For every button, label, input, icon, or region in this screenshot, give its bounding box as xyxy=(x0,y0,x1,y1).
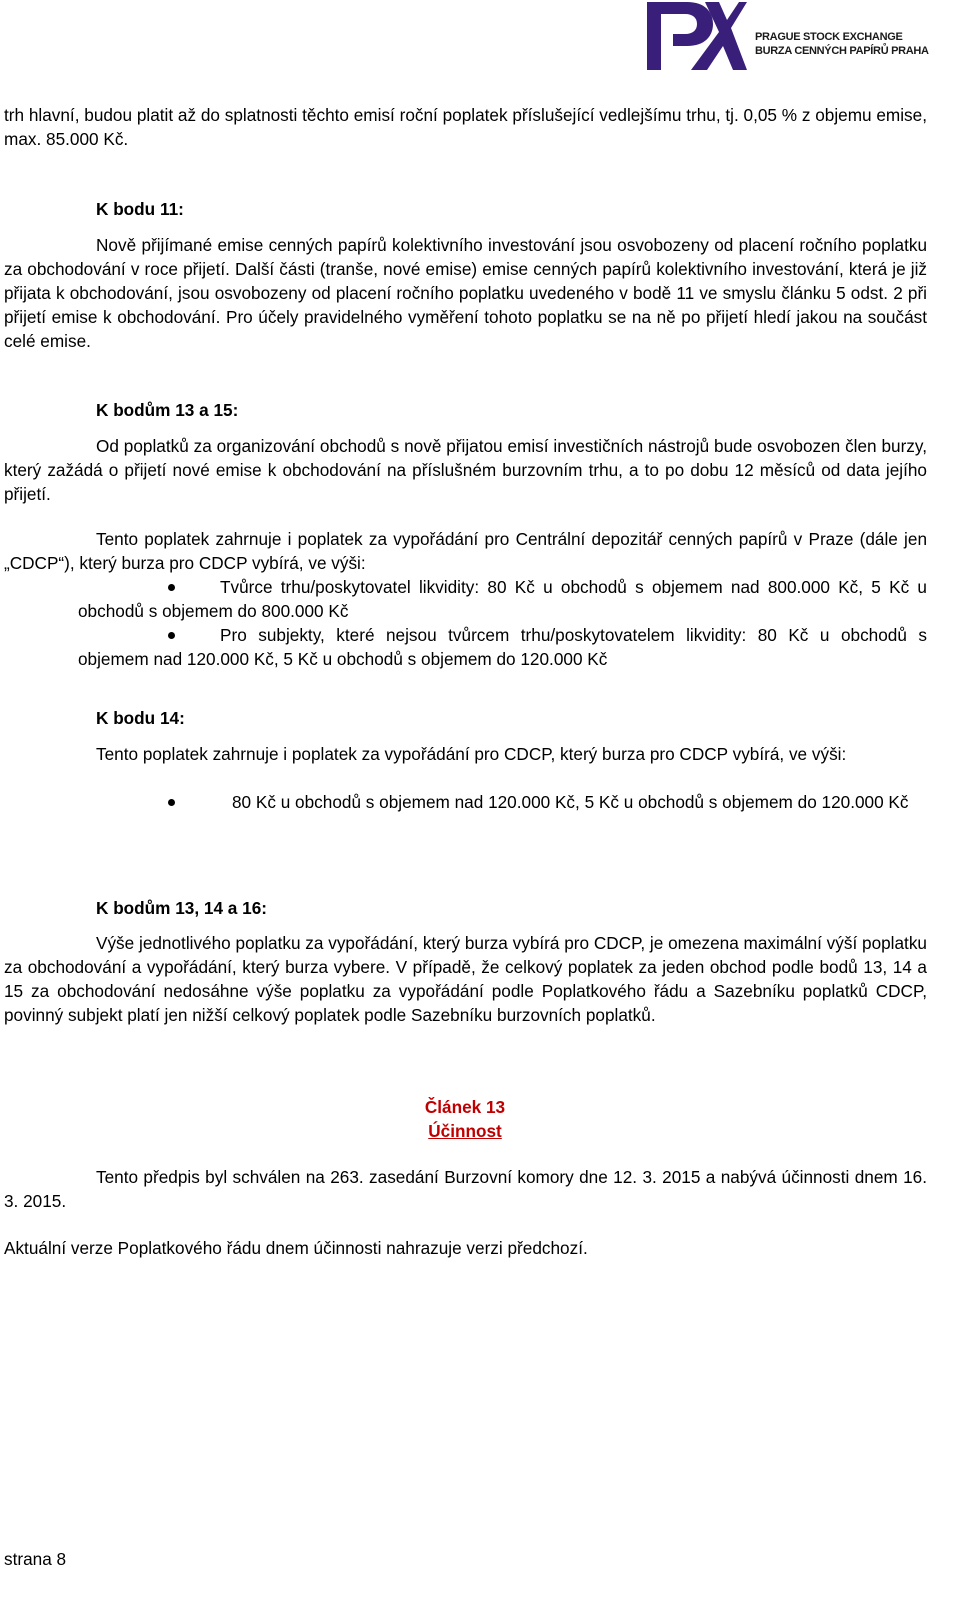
section-13-15-body2: Tento poplatek zahrnuje i poplatek za vypořádání pro Centrální depozitář cenných papírů v Praze (dále jen „CDCP“), který burza pro CDCP vybírá, ve výši: xyxy=(4,529,927,573)
pse-logo xyxy=(647,2,937,72)
logo-line-2: BURZA CENNÝCH PAPÍRŮ PRAHA xyxy=(755,45,929,57)
logo-text xyxy=(755,30,929,58)
section-heading-14: K bodu 14: xyxy=(96,708,185,728)
list-item-text: 80 Kč u obchodů s objemem nad 120.000 Kč, 5 Kč u obchodů s objemem do 120.000 Kč xyxy=(232,792,909,812)
intro-paragraph: trh hlavní, budou platit až do splatnosti těchto emisí roční poplatek příslušející vedlejšímu trhu, tj. 0,05 % z objemu emise, max. 85.000 Kč. xyxy=(4,105,927,149)
logo-line-1: PRAGUE STOCK EXCHANGE xyxy=(755,31,903,43)
list-item xyxy=(78,790,927,814)
px-logo-icon xyxy=(647,2,747,70)
list-item xyxy=(78,623,927,671)
page-number: strana 8 xyxy=(4,1549,67,1569)
article-number: Článek 13 xyxy=(424,1097,506,1117)
article-title: Účinnost xyxy=(428,1121,502,1141)
section-13-15-body1: Od poplatků za organizování obchodů s nově přijatou emisí investičních nástrojů bude osvobozen člen burzy, který zažádá o přijetí nové emise k obchodování na příslušném burzovním trhu, a to po dobu 12 měsíců od data jejího přijetí. xyxy=(4,436,927,504)
article-13-body: Tento předpis byl schválen na 263. zasedání Burzovní komory dne 12. 3. 2015 a nabývá účinnosti dnem 16. 3. 2015. xyxy=(4,1167,927,1211)
bullet-icon xyxy=(168,799,175,806)
section-13-14-16-body: Výše jednotlivého poplatku za vypořádání, který burza vybírá pro CDCP, je omezena maximální výší poplatku za obchodování a vypořádání, který burza vybere. V případě, že celkový poplatek za jeden obchod podle bodů 13, 14 a 15 za obchodování nedosáhne výše poplatku za vypořádání podle Poplatkového řádu a Sazebníku poplatků CDCP, povinný subjekt platí jen nižší celkový poplatek podle Sazebníku burzovních poplatků. xyxy=(4,933,927,1025)
section-heading-13-15: K bodům 13 a 15: xyxy=(96,400,239,420)
list-item-text: Tvůrce trhu/poskytovatel likvidity: 80 Kč u obchodů s objemem nad 800.000 Kč, 5 Kč u obchodů s objemem do 800.000 Kč xyxy=(78,577,927,621)
section-heading-13-14-16: K bodům 13, 14 a 16: xyxy=(96,898,267,918)
bullet-icon xyxy=(168,632,175,639)
article-13-note: Aktuální verze Poplatkového řádu dnem účinnosti nahrazuje verzi předchozí. xyxy=(4,1238,588,1258)
bullet-icon xyxy=(168,584,175,591)
article-13-heading xyxy=(0,1095,930,1143)
section-11-body: Nově přijímané emise cenných papírů kolektivního investování jsou osvobozeny od placení ročního poplatku za obchodování v roce přijetí. Další části (tranše, nové emise) emise cenných papírů kolektivního investování, která je již přijata k obchodování, jsou osvobozeny od placení ročního poplatku uvedeného v bodě 11 ve smyslu článku 5 odst. 2 při přijetí emise k obchodování. Pro účely pravidelného vyměření tohoto poplatku se na ně po přijetí hledí jakou na součást celé emise. xyxy=(4,235,927,351)
list-item-text: Pro subjekty, které nejsou tvůrcem trhu/poskytovatelem likvidity: 80 Kč u obchodů s objemem nad 120.000 Kč, 5 Kč u obchodů s objemem do 120.000 Kč xyxy=(78,625,927,669)
section-heading-11: K bodu 11: xyxy=(96,199,184,219)
section-14-body: Tento poplatek zahrnuje i poplatek za vypořádání pro CDCP, který burza pro CDCP vybírá, ve výši: xyxy=(96,744,847,764)
list-item xyxy=(78,575,927,623)
